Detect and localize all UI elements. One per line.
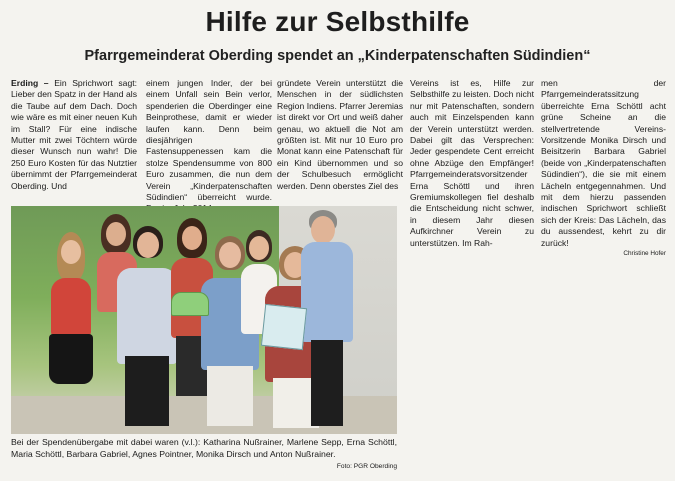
article-column-5-text: men der Pfarrgemeinderatssitzung überreichte Erna Schöttl acht grüne Scheine an die stellvertretende Vereins-Vorsitzende Monika Dirsch und Beisitzerin Barbara Gabriel (beide von „Kinderpatenschaften Südindien“), die sie mit einem Lächeln entgegennahmen. Und mit dem hierzu passenden indischen Sprichwort schließt sich der Kreis: Das Lächeln, das du aussendest, kehrt zu dir zurück! [541,78,666,248]
article-author: Christine Hofer [623,250,666,258]
article-headline: Hilfe zur Selbsthilfe [205,6,470,37]
article-column-4 [410,78,534,248]
group-photo [11,206,397,434]
article-column-3 [277,78,403,198]
article-column-3-text: gründete Verein unterstützt die Menschen in der südlichsten Region Indiens. Pfarrer Jeremias ist direkt vor Ort und weiß daher genau, wo aktuell die Not am größten ist. Mit nur 10 Euro pro Monat kann eine Patenschaft für ein Kind übernommen und so der Schulbesuch ermöglicht werden. Denn oberstes Ziel des [277,78,403,191]
article-column-1 [11,78,137,198]
certificate-card [261,304,307,350]
article-dateline: Erding – [11,78,49,88]
article-column-2-text: einem jungen Inder, der bei einem Unfall sein Bein verlor, spenderien die Oberdinger eine Beinprothese, damit er wieder laufen kann. Denn beim diesjährigen Fastensuppenessen kam die stolze Spendensumme von 800 Euro zusammen, die nun dem Verein „Kinderpatenschaften Südindien“ überreicht wurde. [146,78,272,203]
photo-credit: Foto: PGR Oberding [336,463,397,470]
article-column-2 [146,78,272,203]
article-subheadline: Pfarrgemeinderat Oberding spendet an „Kinderpatenschaften Südindien“ [84,48,591,64]
article-column-5 [541,78,666,258]
article-column-1-text: Ein Sprichwort sagt: Lieber den Spatz in der Hand als die Taube auf dem Dach. Doch wie wäre es mit einer neuen Kuh im Stall? Für eine indische Mutter mit zwei Töchtern würde dieser Wunsch nun wahr! Die 250 Euro Kosten für das Nutztier übernimmt der Pfarrgemeinderat Oberding. Und [11,78,138,191]
photo-caption: Bei der Spendenübergabe mit dabei waren (v.l.): Katharina Nußrainer, Marlene Sepp, Erna Schöttl, Maria Schöttl, Barbara Gabriel, Agnes Pointner, Monika Dirsch und Anton Nußrainer. [11,437,397,459]
article-column-4-text: Vereins ist es, Hilfe zur Selbsthilfe zu leisten. Doch nicht nur mit Patenschaften, sondern auch mit Einzelspenden kann der Verein unterstützt werden. Dabei gilt das Versprechen: Jeder gespendete Cent erreicht ohne Abzüge den Empfänger! Pfarrgemeinderatsvorsitzender Erna Schöttl und ihren Gremiumskollegen fiel deshalb die Entscheidung nicht schwer, in diesem Jahr diesen Aufkirchner Verein zu unterstützen. Im Rah- [410,78,534,248]
money-fan [171,292,209,316]
